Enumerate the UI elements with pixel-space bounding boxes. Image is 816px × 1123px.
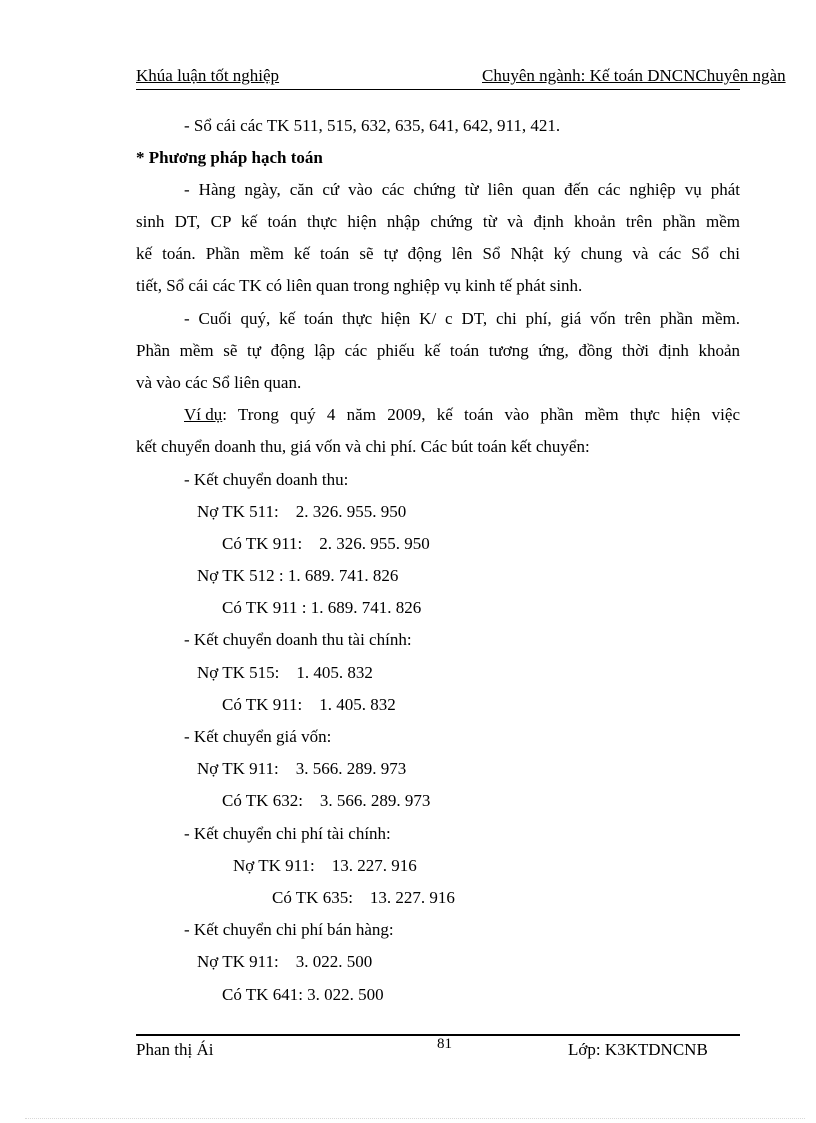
paragraph-2-line-2: Phần mềm sẽ tự động lập các phiếu kế toán tương ứng, đồng thời định khoản (136, 341, 740, 360)
section-heading: * Phương pháp hạch toán (136, 148, 323, 167)
entry-revenue-debit-1: Nợ TK 511: 2. 326. 955. 950 (197, 502, 407, 521)
entry-selling-cost-credit: Có TK 641: 3. 022. 500 (222, 985, 384, 1004)
entry-selling-cost-title: - Kết chuyển chi phí bán hàng: (184, 920, 394, 939)
entry-financial-cost-title: - Kết chuyển chi phí tài chính: (184, 824, 391, 843)
header-right: Chuyên ngành: Kế toán DNCNChuyên ngàn (482, 66, 786, 85)
paragraph-2-line-1: - Cuối quý, kế toán thực hiện K/ c DT, chi phí, giá vốn trên phần mềm. (184, 309, 740, 328)
entry-financial-cost-debit: Nợ TK 911: 13. 227. 916 (233, 856, 417, 875)
paragraph-1-line-2: sinh DT, CP kế toán thực hiện nhập chứng từ và định khoản trên phần mềm (136, 212, 740, 231)
entry-selling-cost-debit: Nợ TK 911: 3. 022. 500 (197, 952, 373, 971)
paragraph-2-line-3: và vào các Sổ liên quan. (136, 373, 302, 392)
entry-revenue-title: - Kết chuyển doanh thu: (184, 470, 349, 489)
footer-author: Phan thị Ái (136, 1040, 214, 1059)
paragraph-1-line-1: - Hàng ngày, căn cứ vào các chứng từ liên quan đến các nghiệp vụ phát (184, 180, 740, 199)
entry-financial-cost-credit: Có TK 635: 13. 227. 916 (272, 888, 455, 907)
example-line-1-text: : Trong quý 4 năm 2009, kế toán vào phần mềm thực hiện việc (222, 405, 740, 424)
header-rule (136, 89, 740, 90)
header-left: Khúa luận tốt nghiệp (136, 66, 280, 85)
entry-cogs-title: - Kết chuyển giá vốn: (184, 727, 332, 746)
entry-cogs-credit: Có TK 632: 3. 566. 289. 973 (222, 791, 431, 810)
footer-class: Lớp: K3KTDNCNB (568, 1040, 708, 1059)
entry-revenue-debit-2: Nợ TK 512 : 1. 689. 741. 826 (197, 566, 399, 585)
paragraph-1-line-3: kế toán. Phần mềm kế toán sẽ tự động lên Sổ Nhật ký chung và các Sổ chi (136, 244, 740, 263)
entry-revenue-credit-1: Có TK 911: 2. 326. 955. 950 (222, 534, 430, 553)
example-line-1 (184, 405, 740, 425)
example-label: Ví dụ (184, 405, 223, 424)
example-line-2: kết chuyển doanh thu, giá vốn và chi phí. Các bút toán kết chuyển: (136, 437, 590, 456)
page-bottom-dotted-line (25, 1118, 805, 1119)
entry-cogs-debit: Nợ TK 911: 3. 566. 289. 973 (197, 759, 407, 778)
entry-financial-revenue-debit: Nợ TK 515: 1. 405. 832 (197, 663, 373, 682)
entry-financial-revenue-title: - Kết chuyển doanh thu tài chính: (184, 630, 412, 649)
paragraph-1-line-4: tiết, Sổ cái các TK có liên quan trong nghiệp vụ kinh tế phát sinh. (136, 276, 583, 295)
entry-revenue-credit-2: Có TK 911 : 1. 689. 741. 826 (222, 598, 422, 617)
body-line-ledgers: - Sổ cái các TK 511, 515, 632, 635, 641, 642, 911, 421. (184, 116, 561, 135)
page-number: 81 (437, 1036, 452, 1052)
entry-financial-revenue-credit: Có TK 911: 1. 405. 832 (222, 695, 396, 714)
